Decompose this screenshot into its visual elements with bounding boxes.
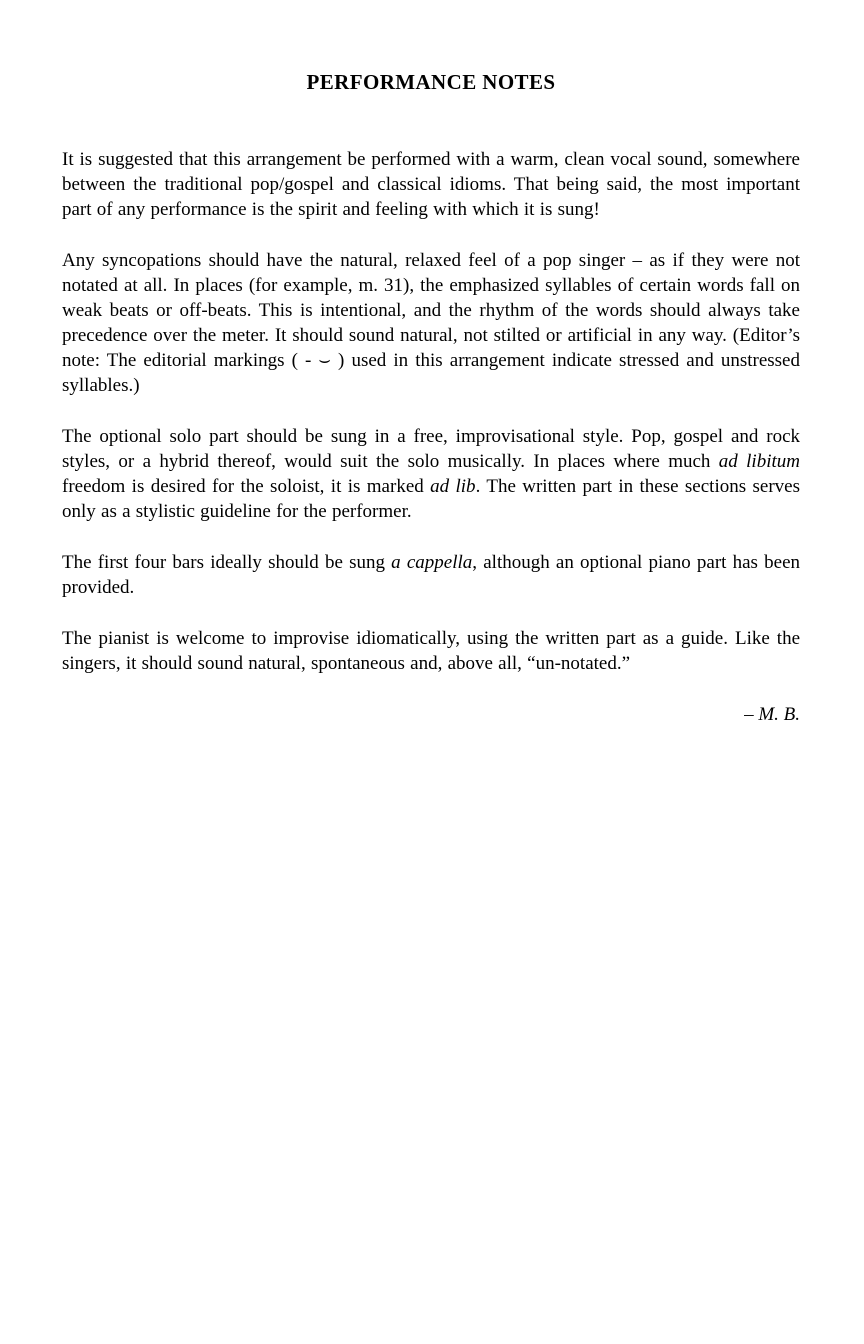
page-title: PERFORMANCE NOTES: [306, 70, 556, 94]
author-signature: – M. B.: [744, 704, 800, 725]
paragraph-a-cappella: The first four bars ideally should be sung a cappella, although an optional piano part has been provided.: [62, 552, 801, 598]
paragraph-syncopations: Any syncopations should have the natural, relaxed feel of a pop singer – as if they were not notated at all. In places (for example, m. 31), the emphasized syllables of certain words fall on weak beats or off-beats. This is intentional, and the rhythm of the words should always take precedence over the meter. It should sound natural, not stilted or artificial in any way. (Editor’s note: The editorial markings ( - ⌣ ) used in this arrangement indicate stressed and unstressed syllables.): [62, 250, 800, 396]
paragraph-optional-solo: The optional solo part should be sung in a free, improvisational style. Pop, gospel and rock styles, or a hybrid thereof, would suit the solo musically. In places where much ad libitum freedom is desired for the soloist, it is marked ad lib. The written part in these sections serves only as a stylistic guideline for the performer.: [62, 426, 800, 522]
notes-body: [62, 147, 800, 727]
paragraph-vocal-sound: It is suggested that this arrangement be performed with a warm, clean vocal sound, somewhere between the traditional pop/gospel and classical idioms. That being said, the most important part of any performance is the spirit and feeling with which it is sung!: [62, 149, 800, 220]
paragraph-pianist: The pianist is welcome to improvise idiomatically, using the written part as a guide. Like the singers, it should sound natural, spontaneous and, above all, “un-notated.”: [62, 628, 800, 674]
